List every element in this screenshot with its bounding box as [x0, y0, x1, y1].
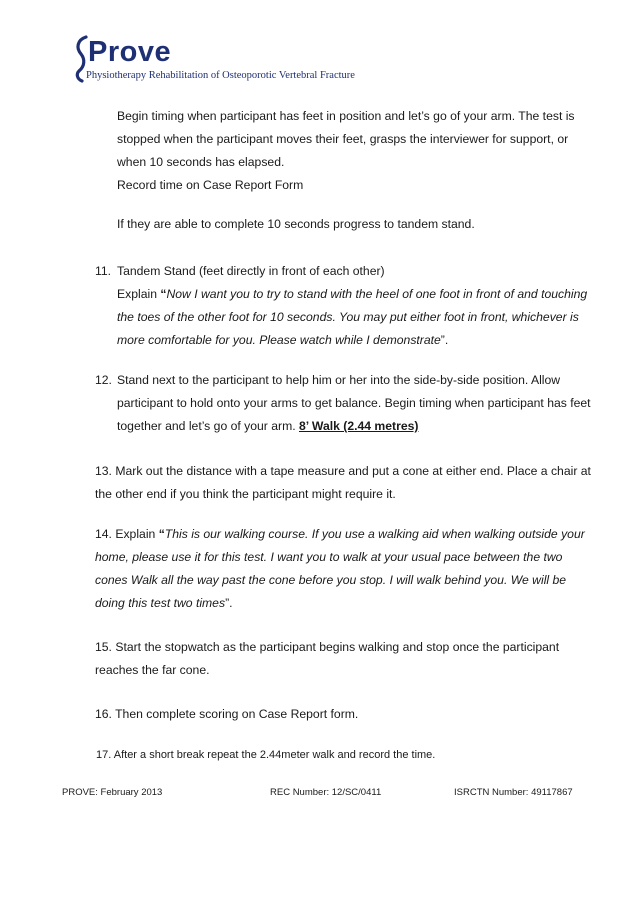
item-14-line-4: doing this test two times”. [95, 596, 233, 610]
item-16-line-1: 16. Then complete scoring on Case Report form. [95, 707, 359, 721]
intro-line-5: If they are able to complete 10 seconds progress to tandem stand. [117, 217, 475, 231]
walk-section-title: 8’ Walk (2.44 metres) [299, 419, 419, 433]
footer-isrctn-number: ISRCTN Number: 49117867 [454, 787, 573, 798]
item-11-quote-line-1: Explain “Now I want you to try to stand with the heel of one foot in front of and touching [117, 287, 588, 301]
item-12-line-2: participant to hold onto your arms to get balance. Begin timing when participant has feet [117, 396, 591, 410]
item-17-line-1: 17. After a short break repeat the 2.44meter walk and record the time. [96, 749, 436, 761]
item-13-line-1: 13. Mark out the distance with a tape measure and put a cone at either end. Place a chair at [95, 464, 591, 478]
prove-logo [74, 34, 374, 84]
item-15-line-1: 15. Start the stopwatch as the participant begins walking and stop once the participant [95, 640, 560, 654]
intro-line-4: Record time on Case Report Form [117, 178, 304, 192]
item-15-line-2: reaches the far cone. [95, 663, 210, 677]
item-12-line-3: together and let’s go of your arm. 8’ Walk (2.44 metres) [117, 419, 419, 433]
footer-date: PROVE: February 2013 [62, 787, 163, 798]
item-11-quote-line-2: the toes of the other foot for 10 seconds. You may put either foot in front, whichever is [117, 310, 579, 324]
item-11-number: 11. [95, 264, 112, 278]
logo-wordmark: Prove [88, 36, 172, 68]
item-11-title: Tandem Stand (feet directly in front of each other) [117, 264, 385, 278]
item-14-line-2: home, please use it for this test. I want you to walk at your usual pace between the two [95, 550, 563, 564]
item-12-number: 12. [95, 373, 112, 387]
intro-line-3: when 10 seconds has elapsed. [117, 155, 285, 169]
item-14-line-1: 14. Explain “This is our walking course. If you use a walking aid when walking outside your [95, 527, 585, 541]
item-13-line-2: the other end if you think the participant might require it. [95, 487, 396, 501]
footer-rec-number: REC Number: 12/SC/0411 [270, 787, 382, 798]
logo-subtitle: Physiotherapy Rehabilitation of Osteoporotic Vertebral Fracture [86, 70, 355, 81]
item-12-line-1: Stand next to the participant to help him or her into the side-by-side position. Allow [117, 373, 561, 387]
intro-line-2: stopped when the participant moves their feet, grasps the interviewer for support, or [117, 132, 569, 146]
item-11-quote-line-3: more comfortable for you. Please watch while I demonstrate”. [117, 333, 449, 347]
intro-line-1: Begin timing when participant has feet in position and let’s go of your arm. The test is [117, 109, 575, 123]
item-14-line-3: cones Walk all the way past the cone before you stop. I will walk behind you. We will be [95, 573, 567, 587]
